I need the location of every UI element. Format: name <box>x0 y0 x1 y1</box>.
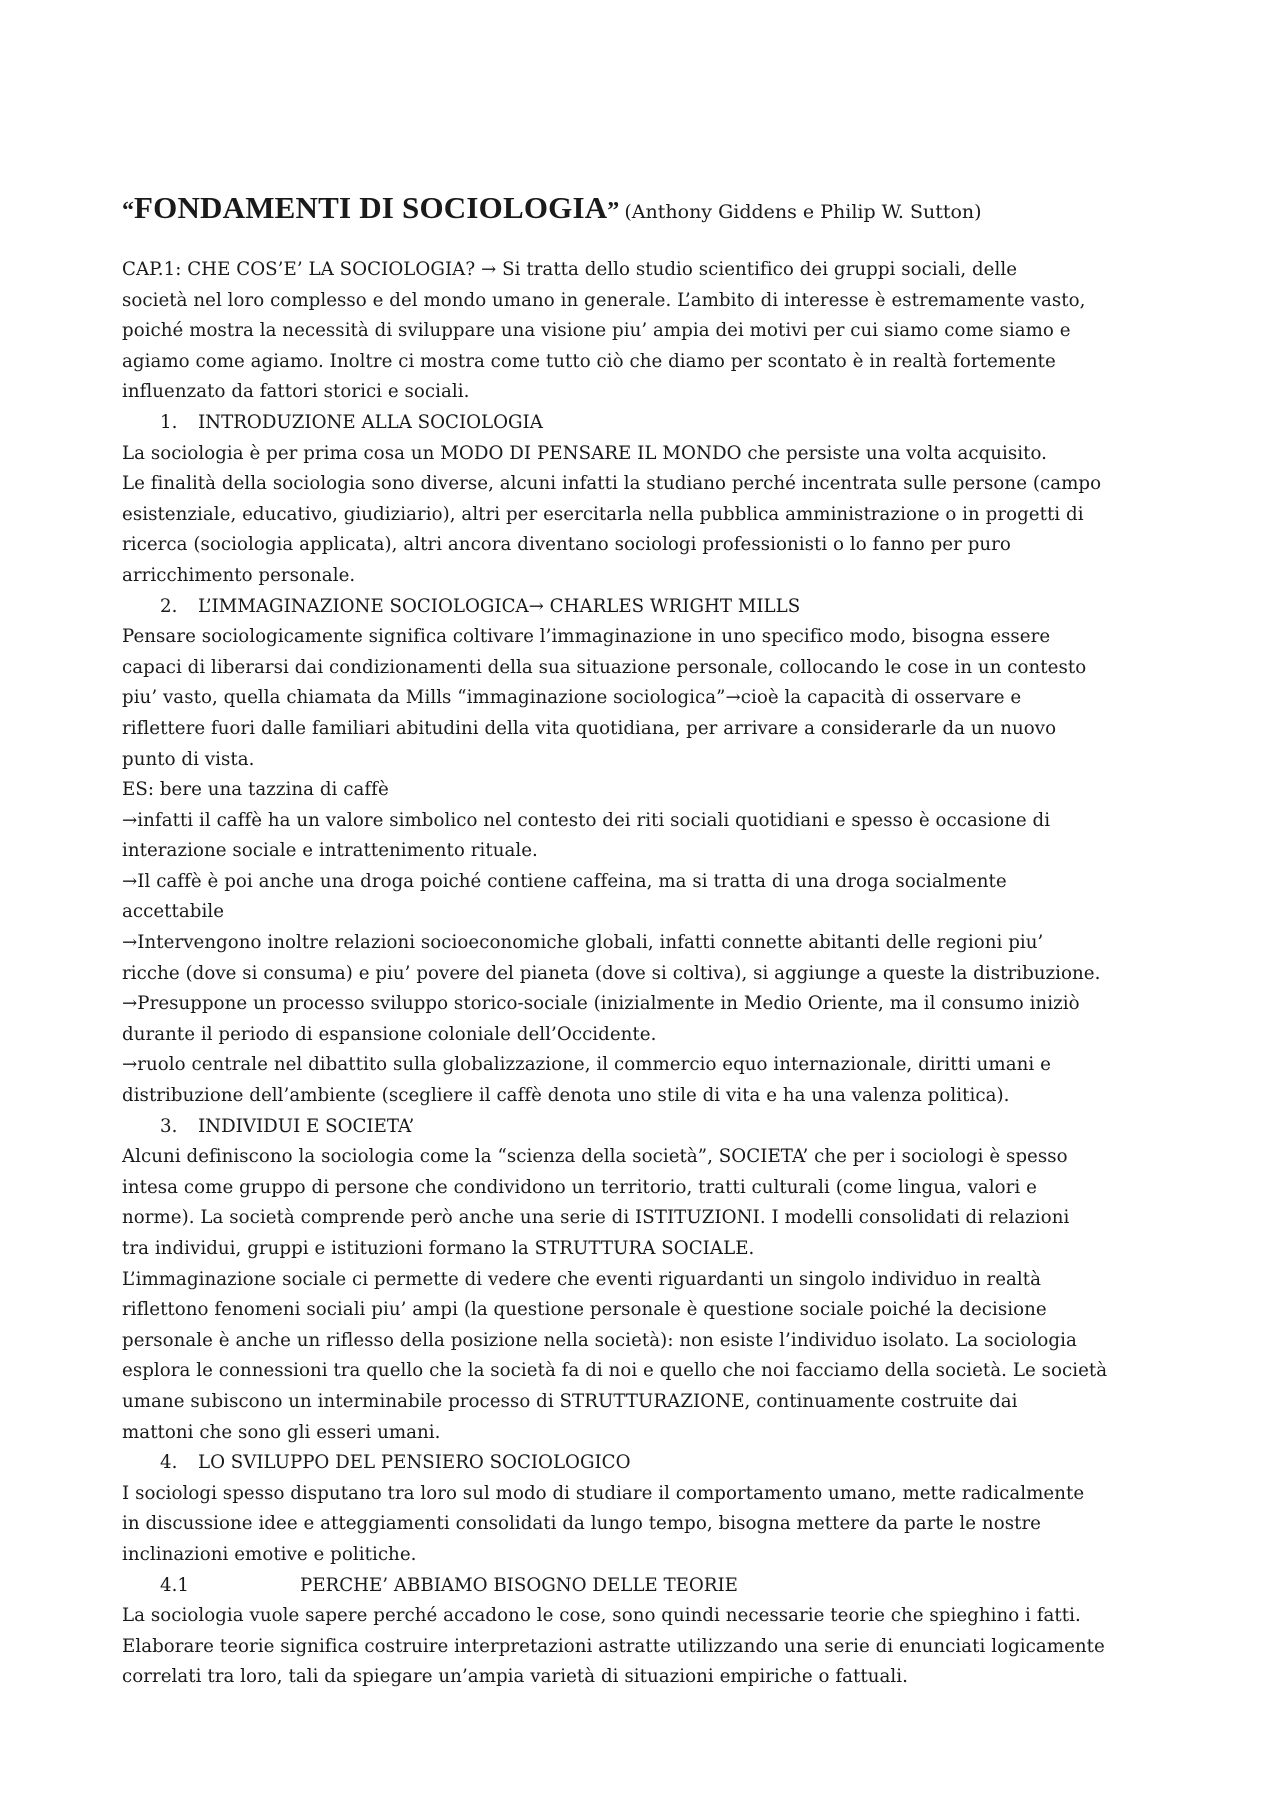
text-line: tra individui, gruppi e istituzioni formano la STRUTTURA SOCIALE. <box>122 1238 755 1259</box>
text-line: La sociologia vuole sapere perché accadono le cose, sono quindi necessarie teorie che spieghino i fatti. <box>122 1605 1081 1627</box>
text-line: agiamo come agiamo. Inoltre ci mostra come tutto ciò che diamo per scontato è in realtà fortemente <box>122 350 1056 372</box>
text-line: accettabile <box>122 901 225 923</box>
section-body <box>122 1142 1162 1448</box>
title-close-quote: ” <box>607 198 620 224</box>
text-line: →Presuppone un processo sviluppo storico-sociale (inizialmente in Medio Oriente, ma il consumo iniziò <box>122 993 1080 1015</box>
text-line: ricche (dove si consuma) e piu’ povere del pianeta (dove si coltiva), si aggiunge a queste la distribuzione. <box>122 962 1101 984</box>
text-line: La sociologia è per prima cosa un MODO DI PENSARE IL MONDO che persiste una volta acquisito. <box>122 442 1048 464</box>
text-line: Le finalità della sociologia sono diverse, alcuni infatti la studiano perché incentrata sulle persone (campo <box>122 473 1102 495</box>
section-number: 3. <box>160 1115 178 1137</box>
section-body <box>122 439 1162 592</box>
text-line: →infatti il caffè ha un valore simbolico nel contesto dei riti sociali quotidiani e spesso è occasione di <box>122 809 1051 831</box>
text-line: →Intervengono inoltre relazioni socioeconomiche globali, infatti connette abitanti delle regioni piu’ <box>122 932 1044 954</box>
section-title: INDIVIDUI E SOCIETA’ <box>198 1115 415 1137</box>
text-line: mattoni che sono gli esseri umani. <box>122 1421 441 1443</box>
subsection-heading <box>122 1571 1162 1602</box>
text-line: punto di vista. <box>122 748 255 770</box>
section-title: INTRODUZIONE ALLA SOCIOLOGIA <box>198 411 543 433</box>
text-line: riflettere fuori dalle familiari abitudini della vita quotidiana, per arrivare a considerarle da un nuovo <box>122 717 1057 739</box>
text-line: durante il periodo di espansione coloniale dell’Occidente. <box>122 1023 657 1045</box>
text-line: distribuzione dell’ambiente (scegliere il caffè denota uno stile di vita e ha una valenza politica). <box>122 1085 1010 1107</box>
section-body <box>122 1479 1162 1571</box>
intro-paragraph <box>122 255 1162 408</box>
text-line: capaci di liberarsi dai condizionamenti della sua situazione personale, collocando le cose in un contesto <box>122 656 1087 678</box>
text-line: intesa come gruppo di persone che condividono un territorio, tratti culturali (come lingua, valori e <box>122 1176 1037 1198</box>
section-title: LO SVILUPPO DEL PENSIERO SOCIOLOGICO <box>198 1452 631 1474</box>
text-line: Elaborare teorie significa costruire interpretazioni astratte utilizzando una serie di enunciati logicamente <box>122 1635 1105 1657</box>
section-heading <box>122 408 1162 439</box>
text-line: ricerca (sociologia applicata), altri ancora diventano sociologi professionisti o lo fanno per puro <box>122 534 1011 556</box>
section-number: 4.1 <box>160 1574 189 1596</box>
document-page <box>122 188 1162 1693</box>
section-body <box>122 1601 1162 1693</box>
text-line: inclinazioni emotive e politiche. <box>122 1543 417 1565</box>
text-line: in discussione idee e atteggiamenti consolidati da lungo tempo, bisogna mettere da parte le nostre <box>122 1513 1041 1535</box>
document-title-line <box>122 188 1162 233</box>
text-line: ES: bere una tazzina di caffè <box>122 779 389 801</box>
text-line: L’immaginazione sociale ci permette di vedere che eventi riguardanti un singolo individuo in realtà <box>122 1268 1042 1290</box>
document-authors: (Anthony Giddens e Philip W. Sutton) <box>624 201 982 223</box>
section-heading <box>122 1112 1162 1143</box>
text-line: poiché mostra la necessità di sviluppare una visione piu’ ampia dei motivi per cui siamo come siamo e <box>122 320 1071 342</box>
document-title: FONDAMENTI DI SOCIOLOGIA <box>134 190 608 225</box>
text-line: esplora le connessioni tra quello che la società fa di noi e quello che noi facciamo della società. Le società <box>122 1360 1108 1382</box>
text-line: CAP.1: CHE COS’E’ LA SOCIOLOGIA? → Si tratta dello studio scientifico dei gruppi sociali, delle <box>122 259 1018 280</box>
section-body <box>122 622 1162 1112</box>
section-number: 4. <box>160 1452 178 1474</box>
section-title: PERCHE’ ABBIAMO BISOGNO DELLE TEORIE <box>300 1574 738 1596</box>
text-line: Alcuni definiscono la sociologia come la “scienza della società”, SOCIETA’ che per i sociologi è spesso <box>122 1146 1068 1168</box>
title-open-quote: “ <box>122 198 134 224</box>
text-line: piu’ vasto, quella chiamata da Mills “immaginazione sociologica”→cioè la capacità di osservare e <box>122 687 1022 709</box>
text-line: I sociologi spesso disputano tra loro sul modo di studiare il comportamento umano, mette radicalmente <box>122 1482 1085 1504</box>
text-line: riflettono fenomeni sociali piu’ ampi (la questione personale è questione sociale poiché la decisione <box>122 1299 1047 1321</box>
section-heading <box>122 1448 1162 1479</box>
text-line: →Il caffè è poi anche una droga poiché contiene caffeina, ma si tratta di una droga socialmente <box>122 870 1007 892</box>
text-line: esistenziale, educativo, giudiziario), altri per esercitarla nella pubblica amministrazione o in progetti di <box>122 503 1084 525</box>
section-title: L’IMMAGINAZIONE SOCIOLOGICA→ CHARLES WRIGHT MILLS <box>198 595 801 617</box>
text-line: correlati tra loro, tali da spiegare un’ampia varietà di situazioni empiriche o fattuali. <box>122 1666 908 1688</box>
text-line: influenzato da fattori storici e sociali. <box>122 381 470 403</box>
text-line: norme). La società comprende però anche una serie di ISTITUZIONI. I modelli consolidati di relazioni <box>122 1207 1070 1229</box>
text-line: →ruolo centrale nel dibattito sulla globalizzazione, il commercio equo internazionale, diritti umani e <box>122 1054 1051 1076</box>
section-number: 1. <box>160 411 178 433</box>
section-heading <box>122 592 1162 623</box>
text-line: interazione sociale e intrattenimento rituale. <box>122 840 538 862</box>
text-line: società nel loro complesso e del mondo umano in generale. L’ambito di interesse è estremamente vasto, <box>122 289 1086 311</box>
text-line: umane subiscono un interminabile processo di STRUTTURAZIONE, continuamente costruite dai <box>122 1390 1018 1412</box>
text-line: personale è anche un riflesso della posizione nella società): non esiste l’individuo isolato. La sociologia <box>122 1329 1077 1351</box>
section-number: 2. <box>160 595 178 617</box>
text-line: Pensare sociologicamente significa coltivare l’immaginazione in uno specifico modo, bisogna essere <box>122 626 1051 648</box>
text-line: arricchimento personale. <box>122 564 356 586</box>
